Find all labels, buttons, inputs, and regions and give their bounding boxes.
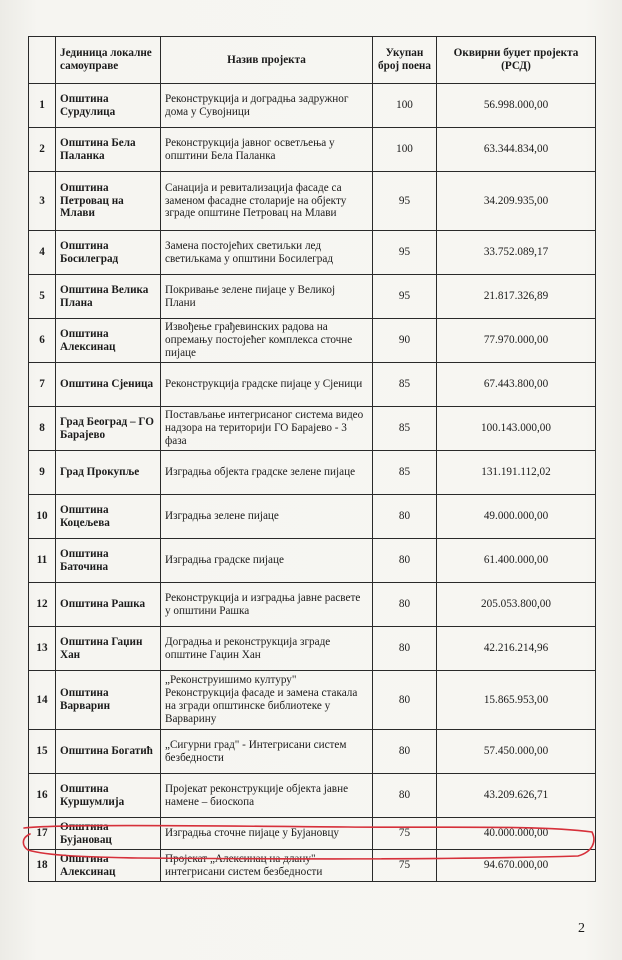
row-project: Пројекат „Алексинац на длану" - интегрисани систем безбедности [161, 850, 373, 882]
row-number: 14 [29, 671, 56, 730]
row-budget: 49.000.000,00 [437, 495, 596, 539]
row-municipality: Општина Варварин [56, 671, 161, 730]
table-row [29, 84, 596, 128]
row-budget: 21.817.326,89 [437, 275, 596, 319]
row-number: 4 [29, 231, 56, 275]
row-number: 9 [29, 451, 56, 495]
table-row [29, 850, 596, 882]
row-points: 80 [373, 730, 437, 774]
row-points: 100 [373, 128, 437, 172]
row-points: 95 [373, 275, 437, 319]
row-points: 95 [373, 172, 437, 231]
table-row [29, 128, 596, 172]
row-project: Извођење грађевинских радова на опремању постојећег комплекса сточне пијаце [161, 319, 373, 363]
row-budget: 42.216.214,96 [437, 627, 596, 671]
row-project: Реконструкција и изградња јавне расвете у општини Рашка [161, 583, 373, 627]
row-points: 80 [373, 774, 437, 818]
row-project: Доградња и реконструкција зграде општине Гаџин Хан [161, 627, 373, 671]
row-budget: 15.865.953,00 [437, 671, 596, 730]
table-row [29, 319, 596, 363]
row-points: 80 [373, 495, 437, 539]
table-row [29, 539, 596, 583]
row-points: 90 [373, 319, 437, 363]
table-row [29, 275, 596, 319]
header-project-name: Назив пројекта [161, 37, 373, 84]
row-project: „Сигурни град" - Интегрисани систем безбедности [161, 730, 373, 774]
row-municipality: Општина Гаџин Хан [56, 627, 161, 671]
row-municipality: Општина Велика Плана [56, 275, 161, 319]
row-points: 80 [373, 583, 437, 627]
row-budget: 40.000.000,00 [437, 818, 596, 850]
row-municipality: Општина Баточина [56, 539, 161, 583]
row-project: Замена постојећих светиљки лед светиљкама у општини Босилеград [161, 231, 373, 275]
row-municipality: Општина Куршумлија [56, 774, 161, 818]
row-municipality: Општина Бујановац [56, 818, 161, 850]
row-municipality: Општина Алексинац [56, 850, 161, 882]
header-budget: Оквирни буџет пројекта (РСД) [437, 37, 596, 84]
page-number: 2 [578, 921, 585, 936]
row-budget: 100.143.000,00 [437, 407, 596, 451]
row-project: Покривање зелене пијаце у Великој Плани [161, 275, 373, 319]
row-number: 10 [29, 495, 56, 539]
row-number: 17 [29, 818, 56, 850]
row-budget: 77.970.000,00 [437, 319, 596, 363]
row-points: 80 [373, 627, 437, 671]
table-row [29, 730, 596, 774]
row-project: Изградња градске пијаце [161, 539, 373, 583]
row-budget: 61.400.000,00 [437, 539, 596, 583]
row-budget: 43.209.626,71 [437, 774, 596, 818]
table-row [29, 407, 596, 451]
row-points: 85 [373, 363, 437, 407]
row-points: 80 [373, 671, 437, 730]
row-project: Санација и ревитализација фасаде са заменом фасадне столарије на објекту зграде општине Петровац на Млави [161, 172, 373, 231]
table-row [29, 451, 596, 495]
table-row [29, 172, 596, 231]
row-municipality: Град Београд – ГО Барајево [56, 407, 161, 451]
row-points: 80 [373, 539, 437, 583]
table-row-highlighted [29, 818, 596, 850]
row-municipality: Општина Сурдулица [56, 84, 161, 128]
row-budget: 34.209.935,00 [437, 172, 596, 231]
row-municipality: Општина Босилеград [56, 231, 161, 275]
table-row [29, 627, 596, 671]
row-number: 12 [29, 583, 56, 627]
row-municipality: Град Прокупље [56, 451, 161, 495]
row-municipality: Општина Алексинац [56, 319, 161, 363]
row-budget: 94.670.000,00 [437, 850, 596, 882]
row-points: 100 [373, 84, 437, 128]
row-number: 7 [29, 363, 56, 407]
row-number: 16 [29, 774, 56, 818]
row-points: 75 [373, 818, 437, 850]
row-project: Изградња зелене пијаце [161, 495, 373, 539]
header-number [29, 37, 56, 84]
row-municipality: Општина Рашка [56, 583, 161, 627]
row-number: 1 [29, 84, 56, 128]
row-points: 85 [373, 451, 437, 495]
row-number: 11 [29, 539, 56, 583]
row-budget: 63.344.834,00 [437, 128, 596, 172]
row-number: 8 [29, 407, 56, 451]
row-project: Изградња сточне пијаце у Бујановцу [161, 818, 373, 850]
header-points: Укупан број поена [373, 37, 437, 84]
row-number: 3 [29, 172, 56, 231]
row-budget: 57.450.000,00 [437, 730, 596, 774]
row-number: 5 [29, 275, 56, 319]
row-budget: 56.998.000,00 [437, 84, 596, 128]
row-points: 85 [373, 407, 437, 451]
row-number: 15 [29, 730, 56, 774]
row-points: 95 [373, 231, 437, 275]
table-row [29, 495, 596, 539]
row-points: 75 [373, 850, 437, 882]
row-budget: 131.191.112,02 [437, 451, 596, 495]
row-municipality: Општина Бела Паланка [56, 128, 161, 172]
table-row [29, 231, 596, 275]
row-project: Реконструкција градске пијаце у Сјеници [161, 363, 373, 407]
row-number: 18 [29, 850, 56, 882]
row-municipality: Општина Богатић [56, 730, 161, 774]
row-number: 13 [29, 627, 56, 671]
row-number: 6 [29, 319, 56, 363]
row-budget: 33.752.089,17 [437, 231, 596, 275]
row-budget: 205.053.800,00 [437, 583, 596, 627]
row-project: Постављање интегрисаног система видео надзора на територији ГО Барајево - 3 фаза [161, 407, 373, 451]
row-municipality: Општина Коцељева [56, 495, 161, 539]
row-project: Изградња објекта градске зелене пијаце [161, 451, 373, 495]
row-project: „Реконструишимо културу" Реконструкција фасаде и замена стакала на згради општинске библиотеке у Варварину [161, 671, 373, 730]
table-row [29, 363, 596, 407]
row-budget: 67.443.800,00 [437, 363, 596, 407]
row-project: Реконструкција и доградња задружног дома у Сувојници [161, 84, 373, 128]
row-project: Пројекат реконструкције објекта јавне намене – биоскопа [161, 774, 373, 818]
projects-table [28, 36, 596, 882]
table-row [29, 671, 596, 730]
header-municipality: Јединица локалне самоуправе [56, 37, 161, 84]
row-project: Реконструкција јавног осветљења у општини Бела Паланка [161, 128, 373, 172]
row-municipality: Општина Петровац на Млави [56, 172, 161, 231]
table-row [29, 774, 596, 818]
row-number: 2 [29, 128, 56, 172]
table-row [29, 583, 596, 627]
row-municipality: Општина Сјеница [56, 363, 161, 407]
table-header-row [29, 37, 596, 84]
